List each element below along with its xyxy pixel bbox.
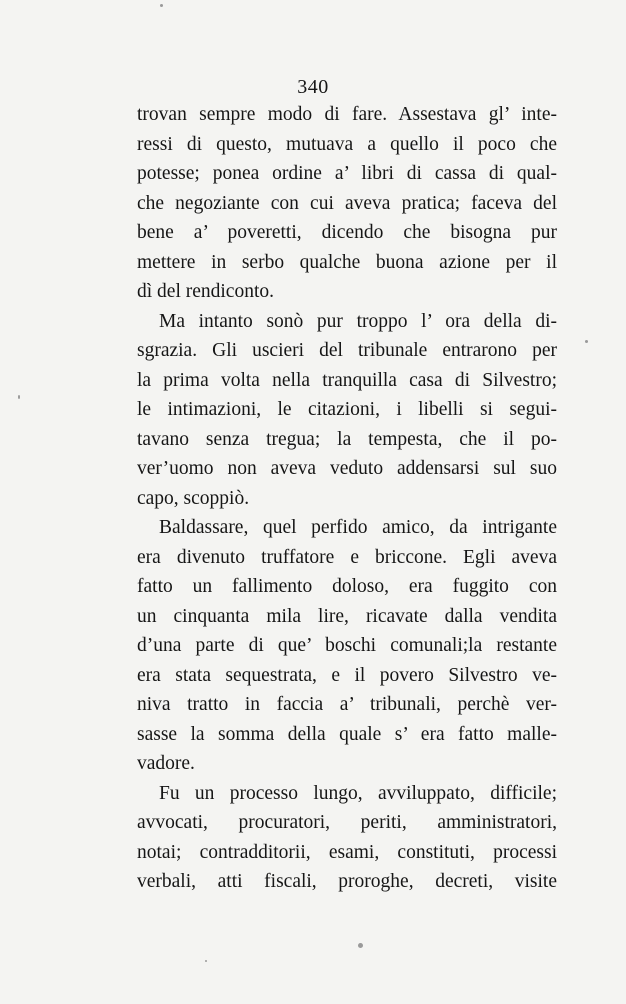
paragraph: [137, 100, 557, 307]
text-line: verbali, atti fiscali, proroghe, decreti, visite: [137, 871, 557, 892]
text-line: mettere in serbo qualche buona azione per il: [137, 251, 557, 273]
text-line: sasse la somma della quale s’ era fatto malle-: [137, 723, 557, 745]
text-line: d’una parte di que’ boschi comunali;la restante: [137, 635, 557, 656]
text-line: capo, scoppiò.: [137, 487, 250, 509]
scan-speck: [205, 960, 207, 962]
text-line: era stata sequestrata, e il povero Silvestro ve-: [137, 664, 557, 686]
page-number: 340: [297, 76, 329, 98]
text-line: vadore.: [137, 753, 195, 774]
text-line: le intimazioni, le citazioni, i libelli si segui-: [137, 399, 557, 420]
scan-speck: [160, 4, 163, 7]
paragraph: [137, 513, 557, 779]
text-line: tavano senza tregua; la tempesta, che il po-: [137, 428, 557, 450]
body-text: [137, 100, 557, 897]
text-line: Fu un processo lungo, avviluppato, difficile;: [159, 782, 557, 804]
text-line: Baldassare, quel perfido amico, da intrigante: [159, 517, 557, 538]
text-line: ressi di questo, mutuava a quello il poco che: [137, 133, 557, 155]
text-line: trovan sempre modo di fare. Assestava gl’ inte-: [137, 104, 557, 125]
paragraph: [137, 307, 557, 514]
text-line: potesse; ponea ordine a’ libri di cassa di qual-: [137, 163, 557, 184]
text-line: dì del rendiconto.: [137, 281, 275, 302]
scan-speck: [585, 340, 588, 343]
text-line: era divenuto truffatore e briccone. Egli aveva: [137, 546, 557, 568]
text-line: un cinquanta mila lire, ricavate dalla vendita: [137, 605, 557, 627]
scan-speck: [18, 395, 20, 399]
text-line: fatto un fallimento doloso, era fuggito con: [137, 576, 557, 597]
text-line: avvocati, procuratori, periti, amministratori,: [137, 812, 557, 833]
text-line: niva tratto in faccia a’ tribunali, perchè ver-: [137, 694, 557, 715]
text-line: notai; contradditorii, esami, constituti, processi: [137, 841, 557, 863]
text-line: la prima volta nella tranquilla casa di Silvestro;: [137, 369, 557, 391]
paragraph: [137, 779, 557, 897]
text-line: bene a’ poveretti, dicendo che bisogna pur: [137, 222, 557, 243]
text-line: Ma intanto sonò pur troppo l’ ora della di-: [159, 310, 557, 332]
text-line: che negoziante con cui aveva pratica; faceva del: [137, 192, 557, 214]
scan-speck: [358, 943, 363, 948]
text-line: ver’uomo non aveva veduto addensarsi sul suo: [137, 458, 557, 479]
text-line: sgrazia. Gli uscieri del tribunale entrarono per: [137, 340, 557, 361]
